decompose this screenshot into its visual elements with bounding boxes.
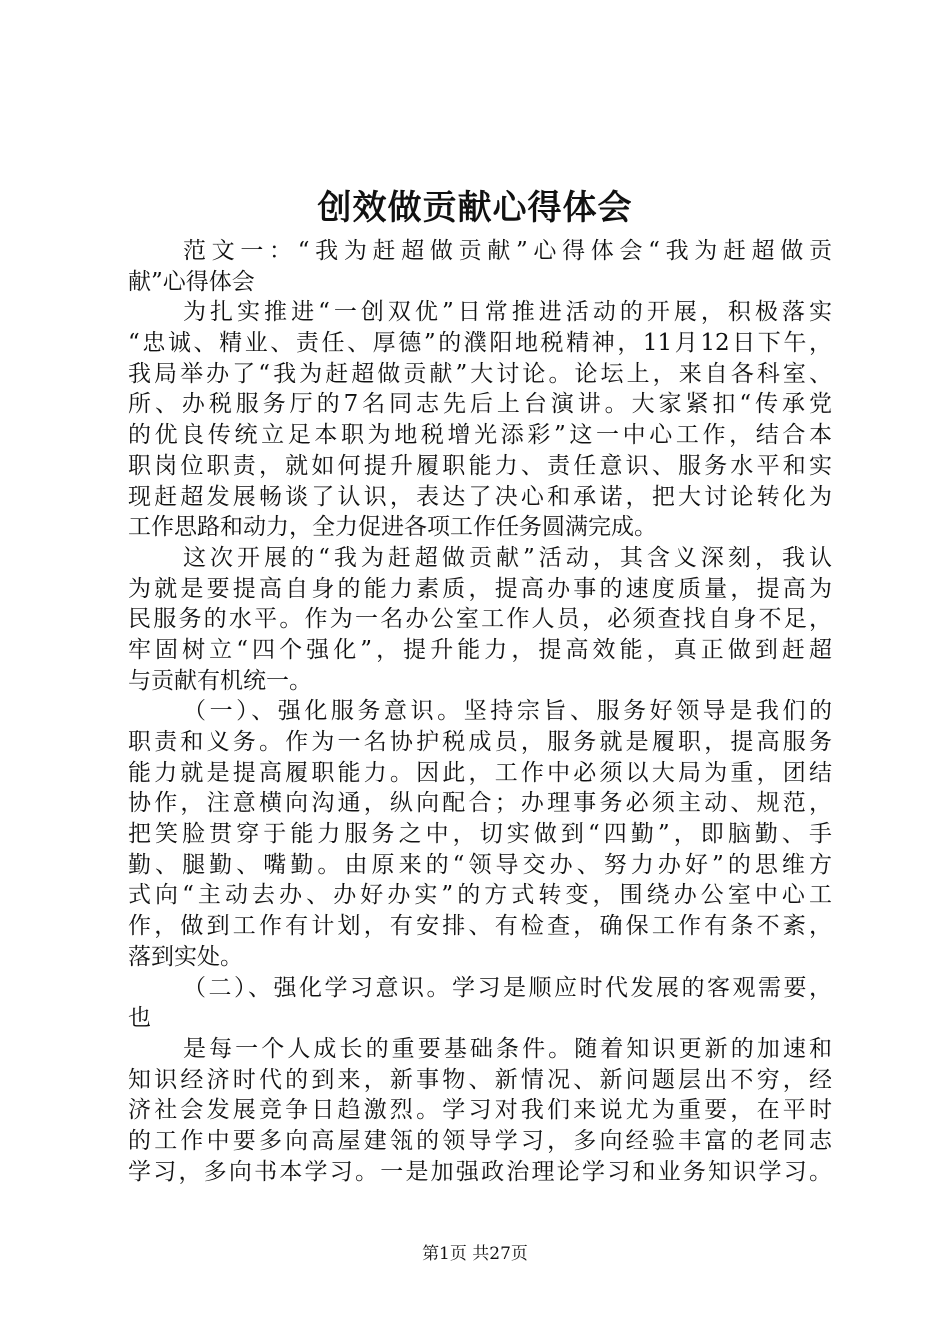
body-line: 牢固树立“四个强化”，提升能力，提高效能，真正做到赶超	[128, 636, 832, 663]
body-line: 学习，多向书本学习。一是加强政治理论学习和业务知识学习。	[128, 1158, 832, 1185]
body-line: 现赶超发展畅谈了认识，表达了决心和承诺，把大讨论转化为	[128, 483, 832, 510]
page-footer: 第1页 共27页	[422, 1244, 528, 1264]
body-line: 的优良传统立足本职为地税增光添彩”这一中心工作，结合本	[128, 422, 832, 449]
body-line: 也	[128, 1005, 151, 1032]
body-line: 所、办税服务厅的7名同志先后上台演讲。大家紧扣“传承党	[128, 391, 832, 418]
body-line: 式向“主动去办、办好办实”的方式转变，围绕办公室中心工	[128, 882, 832, 909]
body-line: 协作，注意横向沟通，纵向配合；办理事务必须主动、规范，	[128, 790, 832, 817]
body-line: 与贡献有机统一。	[128, 667, 312, 694]
body-line: 作，做到工作有计划，有安排、有检查，确保工作有条不紊，	[128, 913, 832, 940]
body-line: 这次开展的“我为赶超做贡献”活动，其含义深刻，我认	[183, 544, 832, 571]
document-body	[128, 236, 832, 1187]
body-line: 知识经济时代的到来，新事物、新情况、新问题层出不穷，经	[128, 1066, 832, 1093]
body-line: 为扎实推进“一创双优”日常推进活动的开展，积极落实	[183, 299, 832, 326]
body-line: “忠诚、精业、责任、厚德”的濮阳地税精神，11月12日下午，	[128, 330, 832, 357]
body-line: 是每一个人成长的重要基础条件。随着知识更新的加速和	[183, 1035, 832, 1062]
document-title: 创效做贡献心得体会	[317, 188, 633, 228]
body-line: 济社会发展竞争日趋激烈。学习对我们来说尤为重要，在平时	[128, 1097, 832, 1124]
body-line: 勤、腿勤、嘴勤。由原来的“领导交办、努力办好”的思维方	[128, 851, 832, 878]
body-line: 把笑脸贯穿于能力服务之中，切实做到“四勤”，即脑勤、手	[128, 821, 832, 848]
body-line: 民服务的水平。作为一名办公室工作人员，必须查找自身不足，	[128, 606, 832, 633]
body-line: 我局举办了“我为赶超做贡献”大讨论。论坛上，来自各科室、	[128, 360, 832, 387]
body-line: 工作思路和动力，全力促进各项工作任务圆满完成。	[128, 514, 657, 541]
body-line: 范文一：“我为赶超做贡献”心得体会“我为赶超做贡	[183, 238, 832, 264]
body-line: （二）、强化学习意识。学习是顺应时代发展的客观需要，	[183, 974, 832, 1001]
body-line: 落到实处。	[128, 943, 243, 970]
body-line: （一）、强化服务意识。坚持宗旨、服务好领导是我们的	[183, 698, 832, 725]
body-line: 职岗位职责，就如何提升履职能力、责任意识、服务水平和实	[128, 452, 832, 479]
body-line: 献”心得体会	[128, 268, 255, 295]
body-line: 为就是要提高自身的能力素质，提高办事的速度质量，提高为	[128, 575, 832, 602]
body-line: 能力就是提高履职能力。因此，工作中必须以大局为重，团结	[128, 759, 832, 786]
body-line: 职责和义务。作为一名协护税成员，服务就是履职，提高服务	[128, 729, 832, 755]
body-line: 的工作中要多向高屋建瓴的领导学习，多向经验丰富的老同志	[128, 1127, 832, 1154]
